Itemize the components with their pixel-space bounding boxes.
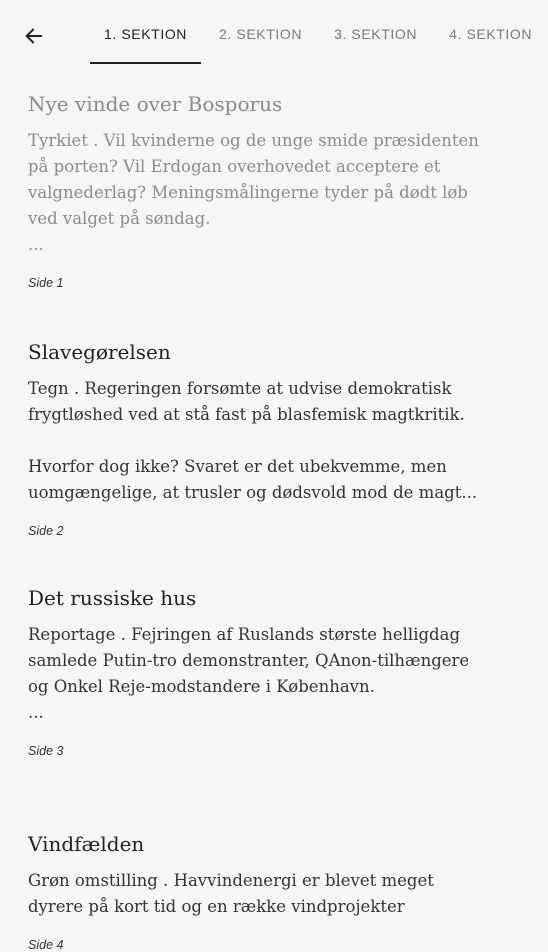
back-button[interactable] (18, 20, 50, 52)
article-summary: Reportage . Fejringen af Ruslands største helligdag samlede Putin-tro demonstranter, QAnon-tilhængere og Onkel Reje-modstandere i København. ... (28, 625, 470, 722)
article-page-number: Side 4 (28, 938, 64, 952)
article-page-number: Side 3 (28, 744, 64, 758)
article-title: Slavegørelsen (28, 340, 171, 364)
article-page-number: Side 1 (28, 276, 64, 290)
tab-section-4[interactable]: 4. SEKTION (449, 26, 533, 42)
article-title: Det russiske hus (28, 586, 197, 610)
tab-section-1[interactable]: 1. SEKTION (88, 0, 203, 68)
top-app-bar (0, 0, 533, 68)
article-title: Vindfælden (28, 832, 145, 856)
article-summary: Tegn . Regeringen forsømte at udvise demokratisk frygtløshed ved at stå fast på blasfemisk magtkritik. Hvorfor dog ikke? Svaret er det ubekvemme, men uomgængelige, at trusler og dødsvold mod de magt... (28, 379, 478, 502)
article-item[interactable] (28, 584, 484, 758)
tab-section-3[interactable]: 3. SEKTION (334, 26, 418, 42)
article-page-number: Side 2 (28, 524, 64, 538)
article-summary: Grøn omstilling . Havvindenergi er blevet meget dyrere på kort tid og en række vindprojekter (28, 871, 440, 916)
tab-section-2[interactable]: 2. SEKTION (219, 26, 303, 42)
article-item[interactable] (28, 830, 484, 952)
article-item[interactable] (28, 338, 484, 538)
article-item[interactable] (28, 90, 484, 290)
arrow-left-icon (23, 25, 45, 47)
article-summary: Tyrkiet . Vil kvinderne og de unge smide præsidenten på porten? Vil Erdogan overhovedet acceptere et valgnederlag? Meningsmålingerne tyder på dødt løb ved valget på søndag. ... (28, 131, 479, 254)
section-tabs (88, 0, 548, 68)
article-title: Nye vinde over Bosporus (28, 92, 283, 116)
